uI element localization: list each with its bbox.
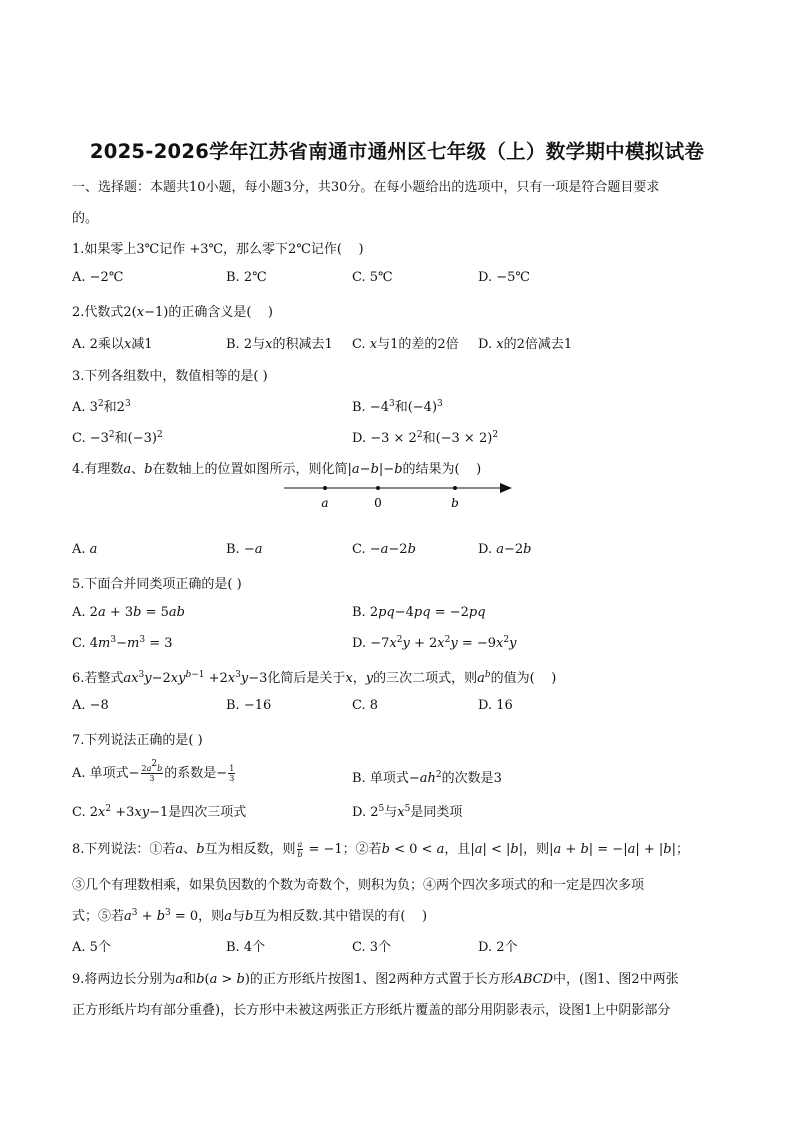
section-heading-line1: 一、选择题：本题共10小题，每小题3分，共30分。在每小题给出的选项中，只有一项是符合题目要求 [72,180,660,195]
question-9-line2: 正方形纸片均有部分重叠)，长方形中未被这两张正方形纸片覆盖的部分用阴影表示，设图1上中阴影部分 [72,1003,671,1018]
point-zero [376,486,380,490]
number-line-arrow [500,483,512,493]
question-2-option-a[interactable]: A. 2乘以x减1 [72,337,153,352]
question-3-stem: 3.下列各组数中，数值相等的是( ) [72,369,268,384]
question-8-line3: 式；⑤若$a^3 + b^3 = 0$，则a与b互为相反数.其中错误的有( ) [72,908,428,924]
question-6-option-c[interactable]: C. 8 [352,698,379,713]
question-8-option-b[interactable]: B. 4个 [226,940,266,955]
question-1-option-b[interactable]: B. 2℃ [226,270,267,285]
label-a: a [321,496,329,510]
question-5-option-c[interactable]: C. $4m^3-m^3 = 3$ [72,635,173,651]
question-2-option-b[interactable]: B. 2与x的积减去1 [226,337,333,352]
point-a [323,486,327,490]
question-7-option-d[interactable]: D. $2^5$与$x^5$是同类项 [352,804,463,820]
question-9-line1: 9.将两边长分别为a和b(a > b)的正方形纸片按图1、图2两种方式置于长方形ABCD中，(图1、图2中两张 [72,972,679,987]
label-zero: 0 [374,496,382,510]
section-heading-line2: 的。 [72,211,99,226]
page-title: 2025-2026学年江苏省南通市通州区七年级（上）数学期中模拟试卷 [89,140,705,163]
question-4-option-c[interactable]: C. −a−2b [352,542,416,557]
question-4-stem: 4.有理数a、b在数轴上的位置如图所示，则化简|a−b|−b的结果为( ) [72,462,482,477]
question-3-option-c[interactable]: C. $-3^2$和$(-3)^2$ [72,430,163,446]
question-5-option-d[interactable]: D. $-7x^2y + 2x^2y = -9x^2y$ [352,635,517,651]
question-6-option-b[interactable]: B. −16 [226,698,272,713]
question-4-option-d[interactable]: D. a−2b [478,542,532,557]
question-1-option-c[interactable]: C. 5℃ [352,270,393,285]
question-7-stem: 7.下列说法正确的是( ) [72,733,203,748]
label-b: b [451,496,459,510]
question-2-option-c[interactable]: C. x与1的差的2倍 [352,337,459,352]
question-7-option-b[interactable]: B. 单项式$-ah^2$的次数是3 [352,770,502,786]
question-5-option-a[interactable]: A. 2a + 3b = 5ab [72,605,185,620]
question-1-option-a[interactable]: A. −2℃ [72,270,124,285]
question-8-line1: 8.下列说法：①若a、b互为相反数，则 $\frac{a}{b}$ = −1；②若b < 0 < a，且|a| < |b|，则|a + b| = −|a| + |b|； [72,840,689,859]
question-1-stem: 1.如果零上3℃记作 +3℃，那么零下2℃记作( ) [72,242,364,257]
question-4-option-a[interactable]: A. a [72,542,98,557]
question-8-option-d[interactable]: D. 2个 [478,940,518,955]
point-b [453,486,457,490]
question-3-option-a[interactable]: A. $3^2$和$2^3$ [72,399,131,415]
question-4-option-b[interactable]: B. −a [226,542,263,557]
question-2-stem: 2.代数式2(x−1)的正确含义是( ) [72,305,274,320]
question-3-option-b[interactable]: B. $-4^3$和$(-4)^3$ [352,399,443,415]
question-5-option-b[interactable]: B. 2pq−4pq = −2pq [352,605,486,620]
question-3-option-d[interactable]: D. $-3 \times 2^2$和$(-3 \times 2)^2$ [352,430,499,446]
question-7-option-c[interactable]: C. $2x^2 +3xy-1$是四次三项式 [72,804,247,820]
number-line-figure [280,478,520,514]
question-7-option-a[interactable]: A. 单项式− $\frac{2a^2b}{3}$ 的系数是− $\frac{1}{3}$ [72,759,235,783]
question-2-option-d[interactable]: D. x的2倍减去1 [478,337,573,352]
question-8-option-a[interactable]: A. 5个 [72,940,111,955]
question-6-stem: 6.若整式$ax^3y-2xy^{b-1} +2x^3y-3$化简后是关于x，y的三次二项式，则$a^b$的值为( ) [72,670,557,686]
question-6-option-a[interactable]: A. −8 [72,698,109,713]
question-5-stem: 5.下面合并同类项正确的是( ) [72,577,242,592]
question-8-line2: ③几个有理数相乘，如果负因数的个数为奇数个，则积为负；④两个四次多项式的和一定是四次多项 [72,878,645,893]
question-8-option-c[interactable]: C. 3个 [352,940,392,955]
question-6-option-d[interactable]: D. 16 [478,698,513,713]
question-1-option-d[interactable]: D. −5℃ [478,270,530,285]
